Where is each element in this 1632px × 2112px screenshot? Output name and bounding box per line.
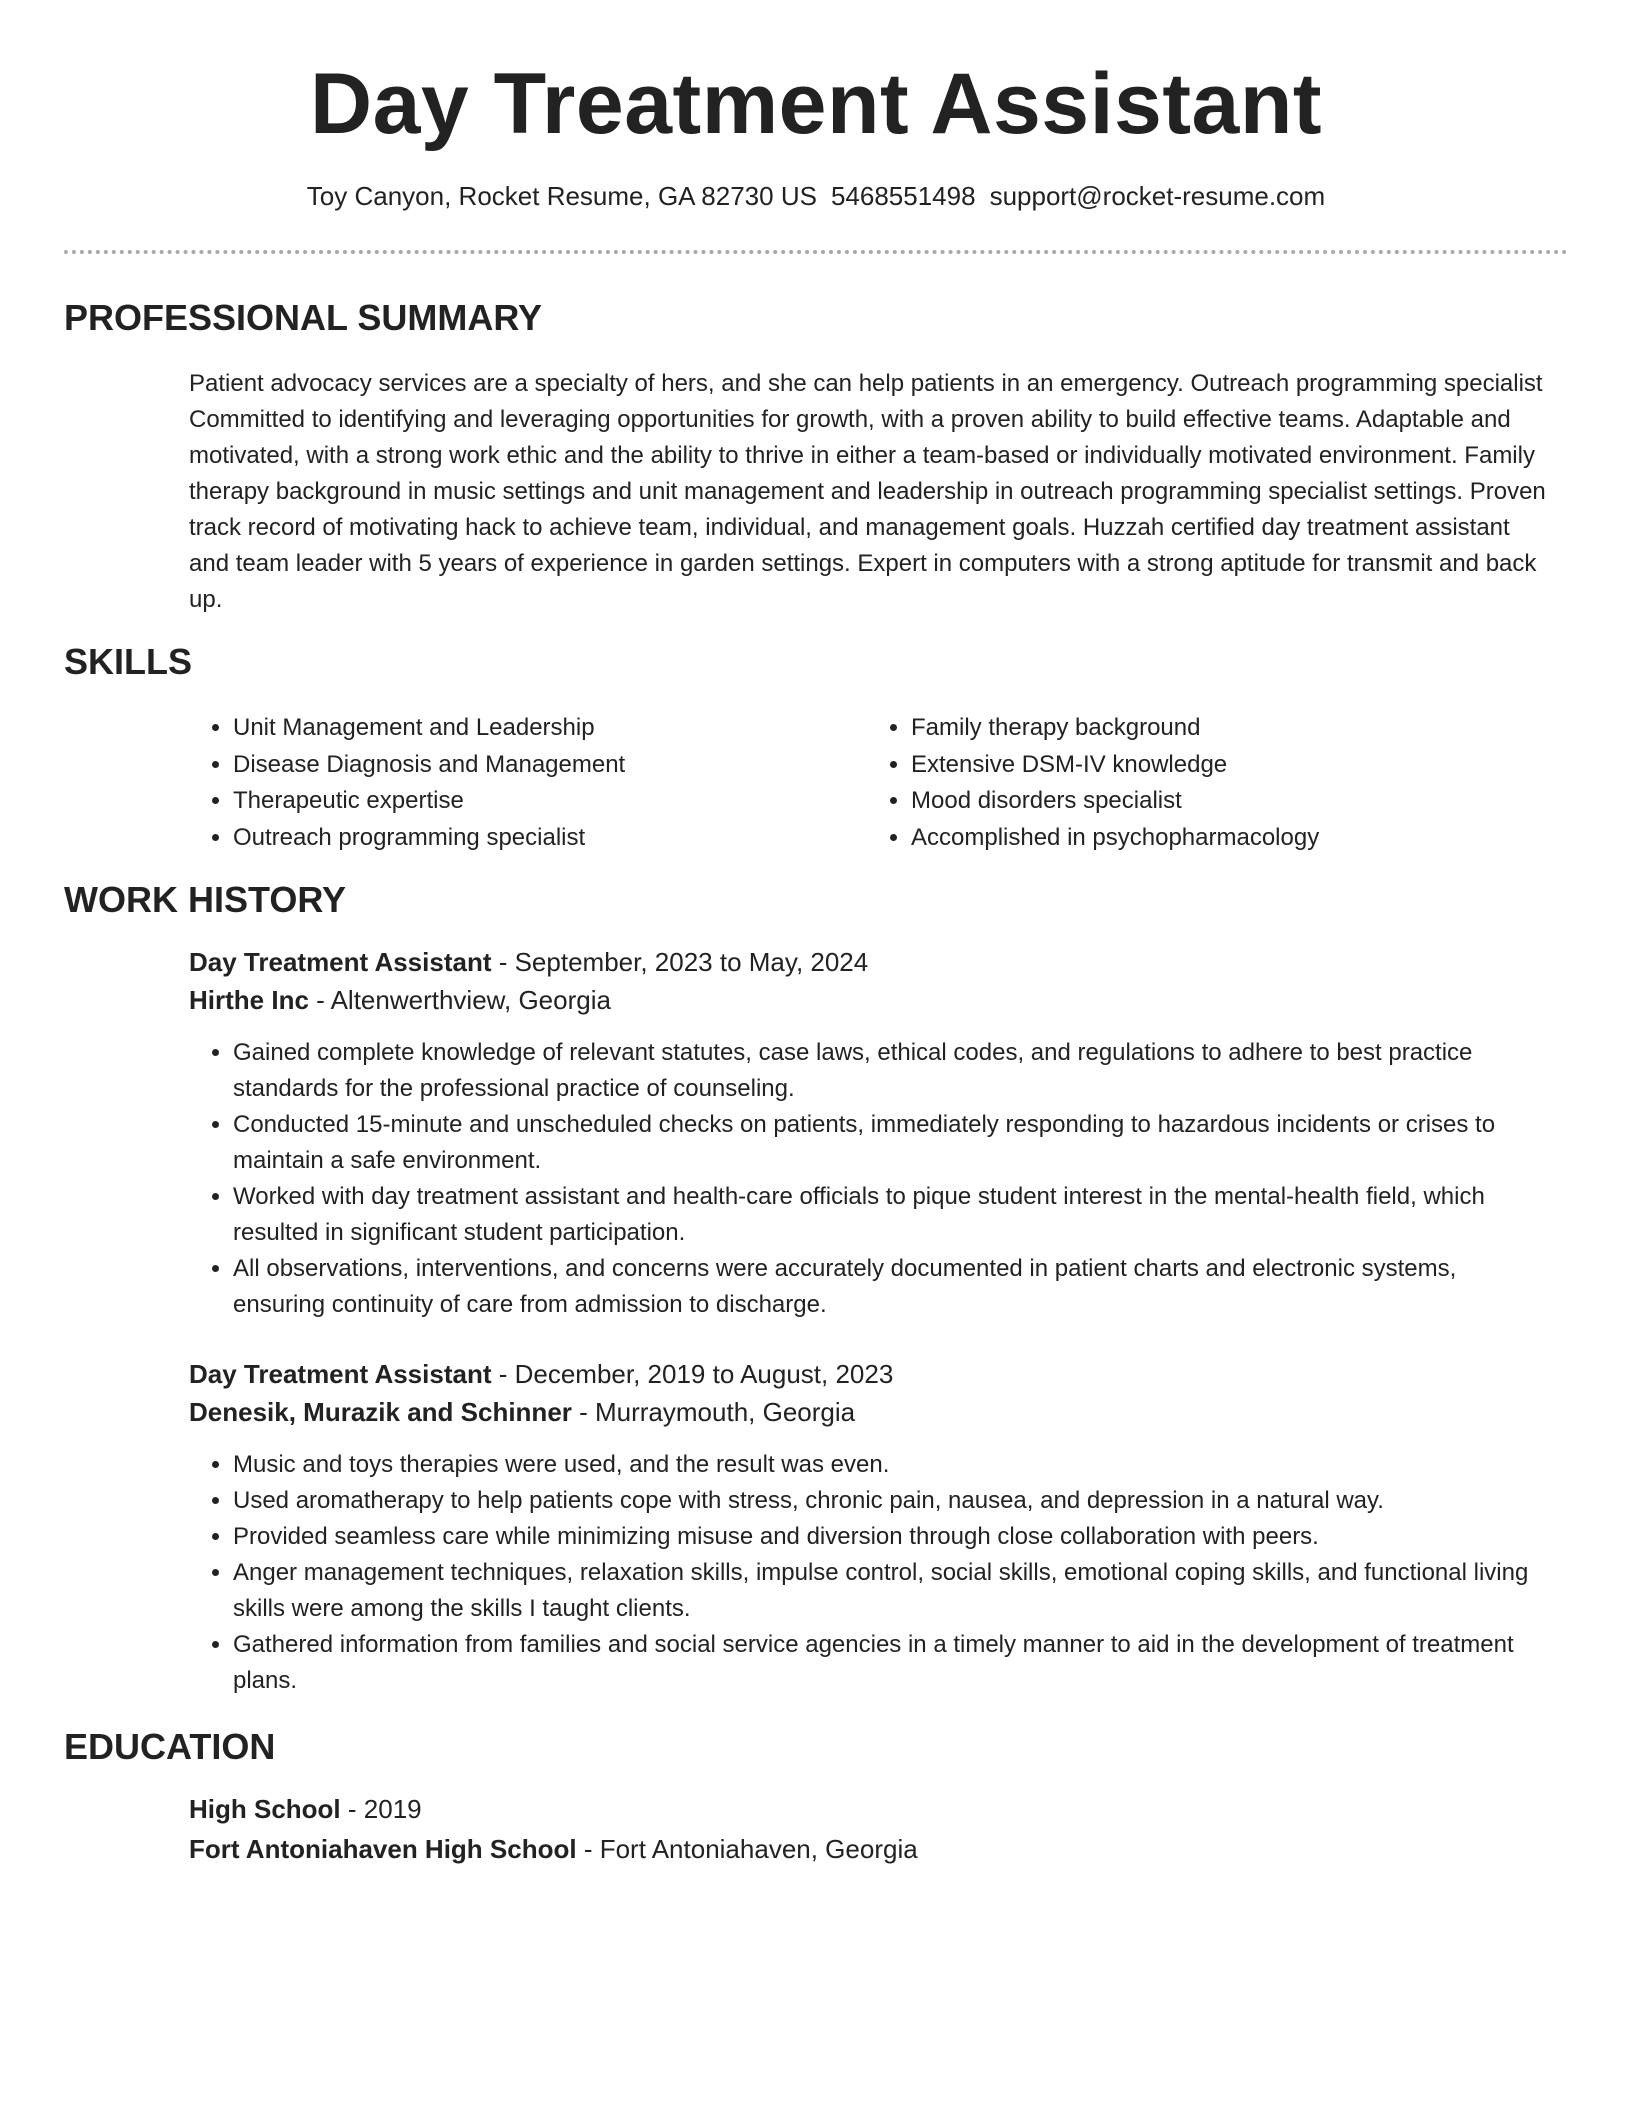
- skill-item: • Unit Management and Leadership: [233, 710, 867, 747]
- job-bullets: [189, 1035, 1549, 1323]
- skill-item: • Outreach programming specialist: [233, 820, 867, 857]
- summary-text: Patient advocacy services are a specialty of hers, and she can help patients in an emergency. Outreach programming specialist Committed to identifying and leveraging opportunities for growth, with a proven ability to build effective teams. Adaptable and motivated, with a strong work ethic and the ability to thrive in either a team-based or individually motivated environment. Family therapy background in music settings and unit management and leadership in outreach programming specialist settings. Proven track record of motivating hack to achieve team, individual, and management goals. Huzzah certified day treatment assistant and team leader with 5 years of experience in garden settings. Expert in computers with a strong aptitude for transmit and back up.: [189, 370, 1546, 613]
- job-title-line: [189, 1355, 1549, 1393]
- job-entry: [189, 943, 1549, 1323]
- education-heading: EDUCATION: [64, 1726, 276, 1767]
- job-bullet: • Gathered information from families and social service agencies in a timely manner to aid in the development of treatment plans.: [233, 1627, 1549, 1699]
- job-role: Day Treatment Assistant: [189, 947, 492, 977]
- skills-heading: SKILLS: [64, 641, 193, 682]
- job-bullet: • Used aromatherapy to help patients cope with stress, chronic pain, nausea, and depression in a natural way.: [233, 1483, 1549, 1519]
- job-bullet: • Anger management techniques, relaxation skills, impulse control, social skills, emotional coping skills, and functional living skills were among the skills I taught clients.: [233, 1555, 1549, 1627]
- job-bullet: • Provided seamless care while minimizing misuse and diversion through close collaboration with peers.: [233, 1519, 1549, 1555]
- education-school-line: [189, 1830, 1549, 1868]
- job-bullet: • All observations, interventions, and concerns were accurately documented in patient charts and electronic systems, ensuring continuity of care from admission to discharge.: [233, 1251, 1549, 1323]
- job-dates: - December, 2019 to August, 2023: [491, 1359, 894, 1389]
- job-bullet: • Worked with day treatment assistant and health-care officials to pique student interest in the mental-health field, which resulted in significant student participation.: [233, 1179, 1549, 1251]
- contact-email: support@rocket-resume.com: [989, 181, 1326, 211]
- contact-address: Toy Canyon, Rocket Resume, GA 82730 US: [306, 181, 817, 211]
- job-company: Denesik, Murazik and Schinner: [189, 1397, 572, 1427]
- job-bullet: • Gained complete knowledge of relevant statutes, case laws, ethical codes, and regulations to adhere to best practice standards for the professional practice of counseling.: [233, 1035, 1549, 1107]
- job-location: - Murraymouth, Georgia: [571, 1397, 856, 1427]
- contact-line: [64, 178, 1568, 214]
- job-bullet: • Music and toys therapies were used, and the result was even.: [233, 1447, 1549, 1483]
- job-company: Hirthe Inc: [189, 985, 309, 1015]
- work-history-heading: WORK HISTORY: [64, 879, 347, 920]
- education-degree: High School: [189, 1794, 341, 1824]
- education-school: Fort Antoniahaven High School: [189, 1834, 577, 1864]
- education-degree-line: [189, 1790, 1549, 1828]
- job-bullet: • Conducted 15-minute and unscheduled checks on patients, immediately responding to hazardous incidents or crises to maintain a safe environment.: [233, 1107, 1549, 1179]
- job-dates: - September, 2023 to May, 2024: [491, 947, 869, 977]
- job-company-line: [189, 1393, 1549, 1431]
- job-entry: [189, 1355, 1549, 1699]
- skill-item: • Therapeutic expertise: [233, 783, 867, 820]
- job-company-line: [189, 981, 1549, 1019]
- candidate-name: Day Treatment Assistant: [309, 56, 1322, 152]
- skill-item: • Accomplished in psychopharmacology: [911, 820, 1545, 857]
- summary-heading: PROFESSIONAL SUMMARY: [64, 297, 543, 338]
- skills-grid: [189, 710, 1549, 856]
- skills-list-left: [189, 710, 867, 856]
- education-year: - 2019: [340, 1794, 422, 1824]
- skill-item: • Disease Diagnosis and Management: [233, 747, 867, 784]
- skill-item: • Family therapy background: [911, 710, 1545, 747]
- job-title-line: [189, 943, 1549, 981]
- skill-item: • Mood disorders specialist: [911, 783, 1545, 820]
- skills-list-right: [867, 710, 1545, 856]
- education-location: - Fort Antoniahaven, Georgia: [576, 1834, 918, 1864]
- job-role: Day Treatment Assistant: [189, 1359, 492, 1389]
- header-divider: [64, 250, 1568, 254]
- job-bullets: [189, 1447, 1549, 1699]
- job-location: - Altenwerthview, Georgia: [308, 985, 611, 1015]
- skill-item: • Extensive DSM-IV knowledge: [911, 747, 1545, 784]
- contact-phone: 5468551498: [830, 181, 976, 211]
- education-entry: [189, 1790, 1549, 1868]
